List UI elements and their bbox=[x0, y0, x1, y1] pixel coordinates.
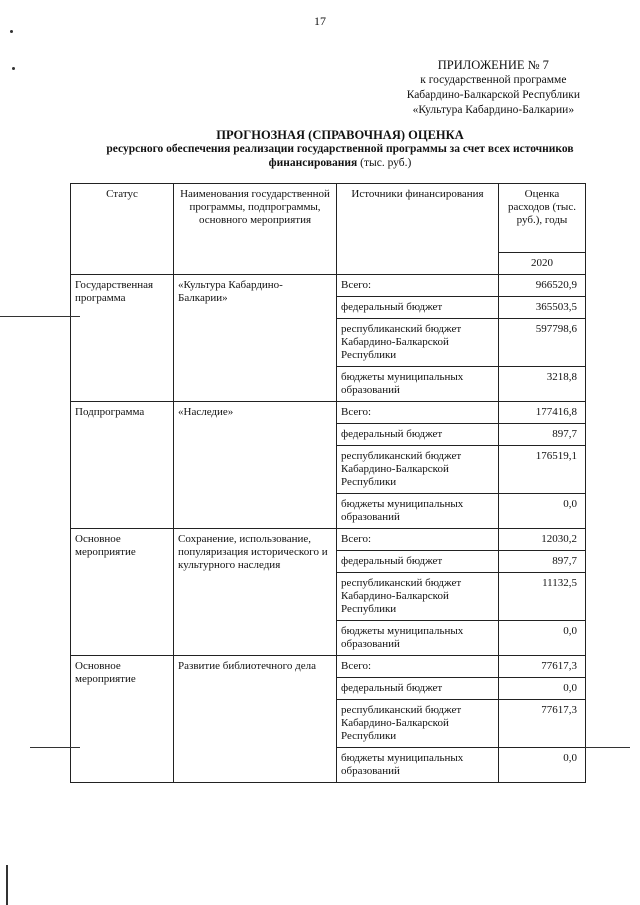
title-line bbox=[80, 156, 600, 170]
cell-name: «Культура Кабардино-Балкарии» bbox=[174, 275, 337, 402]
cell-value: 0,0 bbox=[499, 494, 586, 529]
cell-source: Всего: bbox=[337, 402, 499, 424]
scan-fold-line bbox=[585, 747, 630, 748]
scan-fold-line bbox=[0, 316, 80, 317]
cell-source: федеральный бюджет bbox=[337, 424, 499, 446]
header-source: Источники финансирования bbox=[337, 184, 499, 275]
cell-value: 177416,8 bbox=[499, 402, 586, 424]
cell-source: бюджеты муниципальных образований bbox=[337, 367, 499, 402]
table-header-row bbox=[71, 184, 586, 253]
cell-source: Всего: bbox=[337, 275, 499, 297]
scan-fold-line bbox=[30, 747, 80, 748]
appendix-line: к государственной программе bbox=[420, 74, 567, 86]
page-number: 17 bbox=[314, 14, 326, 28]
cell-value: 3218,8 bbox=[499, 367, 586, 402]
cell-status: Подпрограмма bbox=[71, 402, 174, 529]
cell-status: Основное мероприятие bbox=[71, 656, 174, 783]
cell-source: республиканский бюджет Кабардино-Балкарской Республики bbox=[337, 319, 499, 367]
document-title bbox=[80, 128, 600, 170]
cell-value: 897,7 bbox=[499, 424, 586, 446]
table-row bbox=[71, 656, 586, 678]
cell-value: 966520,9 bbox=[499, 275, 586, 297]
cell-value: 12030,2 bbox=[499, 529, 586, 551]
cell-value: 11132,5 bbox=[499, 573, 586, 621]
cell-source: федеральный бюджет bbox=[337, 297, 499, 319]
cell-source: бюджеты муниципальных образований bbox=[337, 748, 499, 783]
cell-source: республиканский бюджет Кабардино-Балкарской Республики bbox=[337, 446, 499, 494]
cell-name: «Наследие» bbox=[174, 402, 337, 529]
table-row bbox=[71, 402, 586, 424]
cell-name: Развитие библиотечного дела bbox=[174, 656, 337, 783]
cell-source: Всего: bbox=[337, 529, 499, 551]
cell-name: Сохранение, использование, популяризация исторического и культурного наследия bbox=[174, 529, 337, 656]
appendix-title: ПРИЛОЖЕНИЕ № 7 bbox=[437, 58, 549, 72]
cell-status: Государственная программа bbox=[71, 275, 174, 402]
cell-value: 0,0 bbox=[499, 678, 586, 700]
cell-status: Основное мероприятие bbox=[71, 529, 174, 656]
table-row bbox=[71, 275, 586, 297]
cell-value: 176519,1 bbox=[499, 446, 586, 494]
appendix-line: Кабардино-Балкарской Республики bbox=[406, 89, 580, 101]
cell-source: федеральный бюджет bbox=[337, 551, 499, 573]
title-line-text: финансирования bbox=[268, 157, 358, 169]
title-line: ресурсного обеспечения реализации государственной программы за счет всех источников bbox=[106, 143, 574, 155]
cell-value: 77617,3 bbox=[499, 656, 586, 678]
cell-value: 897,7 bbox=[499, 551, 586, 573]
cell-source: федеральный бюджет bbox=[337, 678, 499, 700]
funding-table bbox=[70, 183, 586, 783]
cell-source: Всего: bbox=[337, 656, 499, 678]
header-status: Статус bbox=[71, 184, 174, 275]
scan-speck bbox=[12, 67, 15, 70]
header-estimate: Оценка расходов (тыс. руб.), годы bbox=[499, 184, 586, 253]
scan-speck bbox=[10, 30, 13, 33]
title-unit: (тыс. руб.) bbox=[360, 157, 412, 169]
appendix-block bbox=[407, 58, 580, 118]
cell-value: 597798,6 bbox=[499, 319, 586, 367]
cell-value: 365503,5 bbox=[499, 297, 586, 319]
table-row bbox=[71, 529, 586, 551]
title-line: ПРОГНОЗНАЯ (СПРАВОЧНАЯ) ОЦЕНКА bbox=[216, 128, 464, 142]
scan-edge-mark bbox=[6, 865, 8, 905]
cell-source: республиканский бюджет Кабардино-Балкарской Республики bbox=[337, 700, 499, 748]
header-name: Наименования государственной программы, подпрограммы, основного мероприятия bbox=[174, 184, 337, 275]
cell-source: бюджеты муниципальных образований bbox=[337, 494, 499, 529]
cell-value: 77617,3 bbox=[499, 700, 586, 748]
cell-value: 0,0 bbox=[499, 748, 586, 783]
appendix-line: «Культура Кабардино-Балкарии» bbox=[412, 104, 575, 116]
header-year: 2020 bbox=[499, 253, 586, 275]
cell-value: 0,0 bbox=[499, 621, 586, 656]
cell-source: бюджеты муниципальных образований bbox=[337, 621, 499, 656]
table-body bbox=[71, 275, 586, 783]
cell-source: республиканский бюджет Кабардино-Балкарской Республики bbox=[337, 573, 499, 621]
